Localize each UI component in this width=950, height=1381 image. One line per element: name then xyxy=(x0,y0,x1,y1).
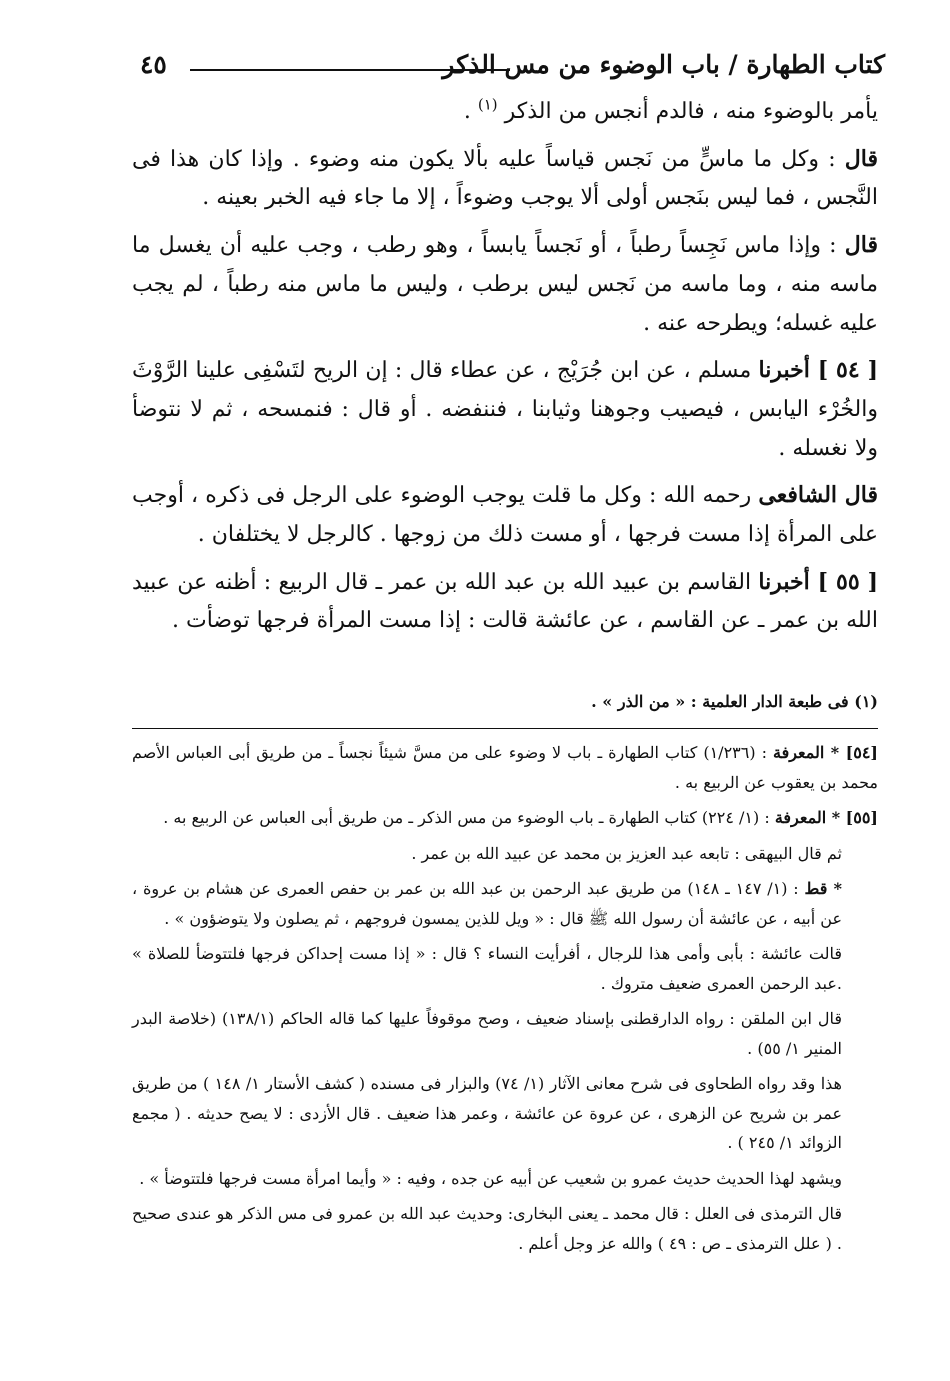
paragraph-3 xyxy=(132,226,878,343)
paragraph-4-text: مسلم ، عن ابن جُرَيْج ، عن عطاء قال : إن الريح لتَسْفِى علينا الرَّوْثَ والخُرْء اليابس ، فيصيب وجوهنا وثيابنا ، فننفضه . أو قال : فنمسحه ، ثم لا نتوضأ ولا نغسله . xyxy=(132,358,878,461)
chapter-title: كتاب الطهارة / باب الوضوء من مس الذكر xyxy=(442,50,885,79)
notes-separator xyxy=(132,728,878,729)
note-54 xyxy=(132,738,878,797)
paragraph-6-lead: [ ٥٥ ] أخبرنا xyxy=(758,568,879,595)
note-55-shahid: ويشهد لهذا الحديث حديث عمرو بن شعيب عن أبيه عن جده ، وفيه : « وأيما امرأة مست فرجها فلتتوضأ » . xyxy=(139,1168,842,1188)
paragraph-6 xyxy=(132,563,878,641)
note-55-ibn-mulaqqin: قال ابن الملقن : رواه الدارقطنى بإسناد ضعيف ، وصح موقوفاً عليها كما قاله الحاكم (١٣٨/١) (خلاصة البدر المنير ١/ ٥٥) . xyxy=(132,1009,843,1058)
paragraph-4 xyxy=(132,351,878,468)
note-55 xyxy=(132,803,878,833)
paragraph-1 xyxy=(132,93,878,132)
paragraph-5 xyxy=(132,476,878,554)
paragraph-2-text: : وكل ما ماسٍّ من نَجس قياساً عليه بألا يكون منه وضوء . وإذا كان هذا فى النَّجس ، فما ليس بنَجس أولى ألا يوجب وضوءاً ، إلا ما جاء فيه الخبر بعينه . xyxy=(132,146,878,211)
note-55-daraqutni xyxy=(132,874,878,933)
note-55-tahawi: هذا وقد رواه الطحاوى فى شرح معانى الآثار (١/ ٧٤) والبزار فى مسنده ( كشف الأستار ١/ ١٤٨ ) من طريق عمر بن شريح عن الزهرى ، عن عروة عن عائشة ، وعمر هذا ضعيف . قال الأزدى : لا يصح حديثه . ( مجمع الزوائد ١/ ٢٤٥ ) . xyxy=(132,1074,842,1152)
paragraph-5-text: رحمه الله : وكل ما قلت يوجب الوضوء على الرجل فى ذكره ، أوجب على المرأة إذا مست فرجها ، أو مست ذلك من زوجها . كالرجل لا يختلفان . xyxy=(132,483,878,548)
note-54-tag: [٥٤] * المعرفة xyxy=(772,743,878,762)
paragraph-5-lead: قال الشافعى xyxy=(758,482,879,509)
note-55-text: : (١/ ٢٢٤) كتاب الطهارة ـ باب الوضوء من مس الذكر ـ من طريق أبى العباس عن الربيع به . xyxy=(163,808,770,827)
note-55-aisha: قالت عائشة : بأبى وأمى هذا للرجال ، أفرأيت النساء ؟ قال : « إذا مست إحداكن فرجها فلتتوضأ للصلاة » .عبد الرحمن العمرى ضعيف متروك . xyxy=(132,944,842,993)
page-number: ٤٥ xyxy=(140,50,167,79)
paragraph-1-end: . xyxy=(463,99,471,124)
note-55-bayhaqi: ثم قال البيهقى : تابعه عبد العزيز بن محمد عن عبيد الله بن عمر . xyxy=(411,843,842,863)
paragraph-3-text: : وإذا ماس نَجِساً رطباً ، أو نَجساً يابساً ، وهو رطب ، وجب عليه أن يغسل ما ماسه منه ، وما ماسه من نَجس ليس برطب ، وليس ما ماس منه رطباً ، لم يجب عليه غسله؛ ويطرحه عنه . xyxy=(132,233,878,336)
footnote-marker: (١) xyxy=(477,95,498,114)
footnote-1: (١) فى طبعة الدار العلمية : « من الذر » . xyxy=(591,692,878,711)
paragraph-2 xyxy=(132,140,878,218)
running-header xyxy=(140,50,885,90)
note-55-tirmidhi: قال الترمذى فى العلل : قال محمد ـ يعنى البخارى: وحديث عبد الله بن عمرو فى مس الذكر هو عندى صحيح . ( علل الترمذى ـ ص : ٤٩ ) والله عز وجل أعلم . xyxy=(132,1204,842,1253)
note-55-daraqutni-tag: * قط xyxy=(804,879,842,898)
paragraph-4-lead: [ ٥٤ ] أخبرنا xyxy=(758,357,878,384)
paragraph-6-text: القاسم بن عبيد الله بن عبد الله بن عمر ـ قال الربيع : أظنه عن عبيد الله بن عمر ـ عن القاسم ، عن عائشة قالت : إذا مست المرأة فرجها توضأت . xyxy=(132,569,878,634)
note-55-tag: [٥٥] * المعرفة xyxy=(774,808,878,827)
header-rule xyxy=(190,69,510,71)
paragraph-2-lead: قال xyxy=(844,145,878,172)
main-text xyxy=(132,93,878,649)
note-55-daraqutni-text: : (١/ ١٤٧ ـ ١٤٨) من طريق عبد الرحمن بن عبد الله بن عمر بن حفص العمرى عن هشام بن عروة ، عن أبيه ، عن عائشة أن رسول الله ﷺ قال : « ويل للذين يمسون فروجهم ، ثم يصلون ولا يتوضؤون » . xyxy=(132,879,842,928)
paragraph-3-lead: قال xyxy=(844,232,878,259)
paragraph-1-text: يأمر بالوضوء منه ، فالدم أنجس من الذكر xyxy=(504,99,878,124)
editor-notes xyxy=(132,738,878,1264)
note-54-text: : (١/٢٣٦) كتاب الطهارة ـ باب لا وضوء على من مسَّ شيئاً نجساً ـ من طريق أبى العباس الأصم محمد بن يعقوب عن الربيع به . xyxy=(132,743,878,792)
